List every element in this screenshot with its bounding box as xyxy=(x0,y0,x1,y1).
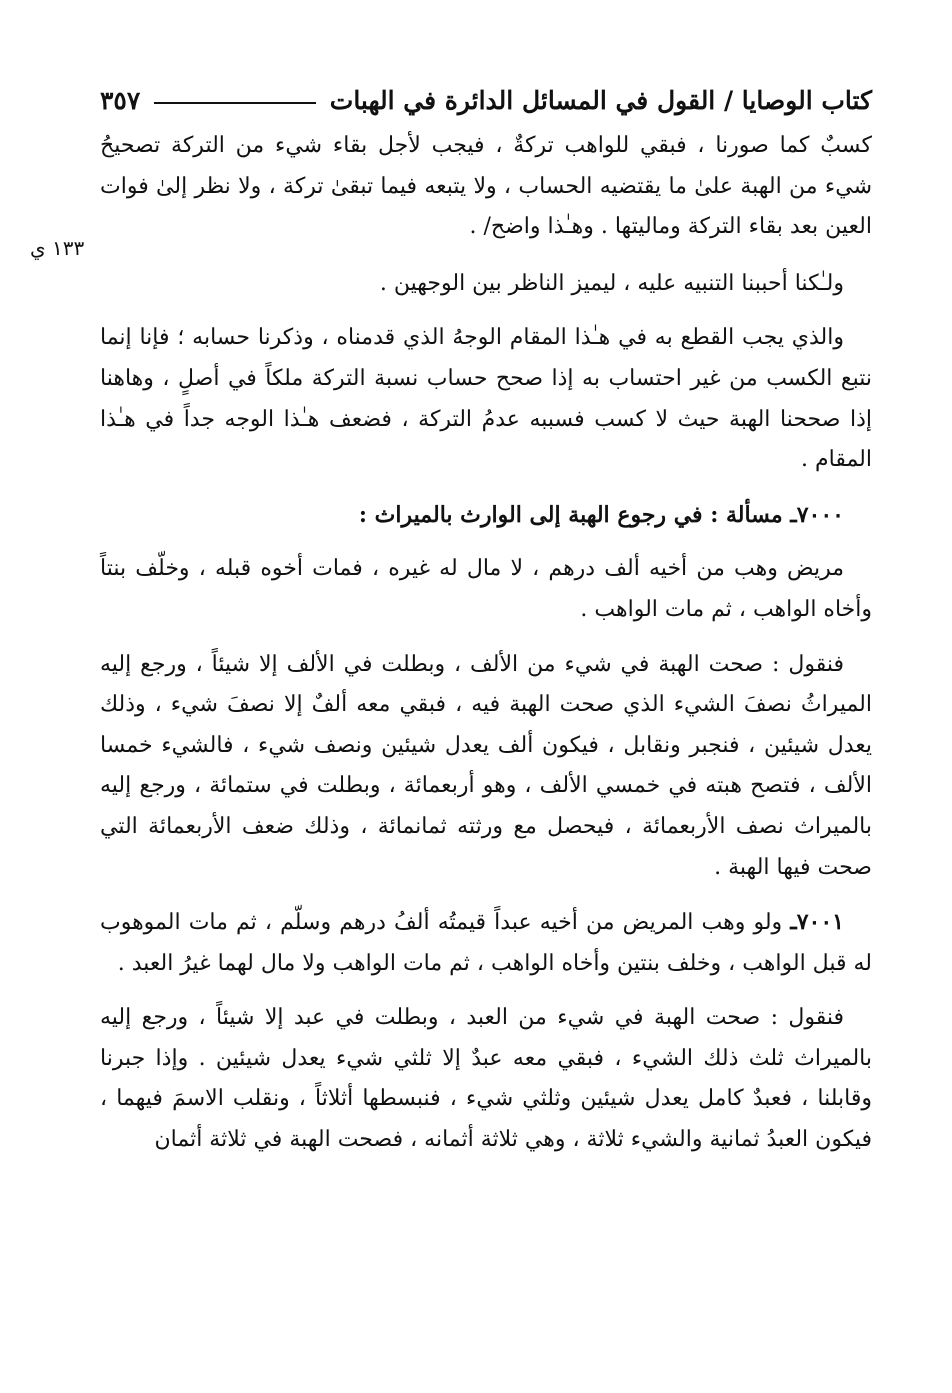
section-number: ٧٠٠١ـ xyxy=(790,909,844,936)
section-number: ٧٠٠٠ـ مسألة : xyxy=(710,501,844,528)
paragraph xyxy=(100,902,872,984)
running-header xyxy=(100,80,872,120)
section-title: في رجوع الهبة إلى الوارث بالميراث : xyxy=(358,501,703,528)
paragraph: فنقول : صحت الهبة في شيء من العبد ، وبطلت في عبد إلا شيئاً ، ورجع إليه بالميراث ثلث ذلك الشيء ، فبقي معه عبدٌ إلا ثلثي شيء يعدل شيئين . وإذا جبرنا وقابلنا ، فعبدٌ كامل يعدل شيئين وثلثي شيء ، فنبسطها أثلاثاً ، ونقلب الاسمَ فيهما ، فيكون العبدُ ثمانية والشيء ثلاثة ، وهي ثلاثة أثمانه ، فصحت الهبة في ثلاثة أثمان xyxy=(100,1005,872,1153)
paragraph: فنقول : صحت الهبة في شيء من الألف ، وبطلت في الألف إلا شيئاً ، ورجع إليه الميراثُ نصفَ الشيء الذي صحت الهبة فيه ، فبقي معه ألفٌ إلا نصفَ شيء ، وذلك يعدل شيئين ، فنجبر ونقابل ، فيكون ألف يعدل شيئين ونصف شيء ، فالشيء خمسا الألف ، فتصح هبته في خمسي الألف ، وهو أربعمائة ، وبطلت في ستمائة ، ورجع إليه بالميراث نصف الأربعمائة ، فيحصل مع ورثته ثمانمائة ، وذلك ضعف الأربعمائة التي صحت فيها الهبة . xyxy=(100,651,872,880)
paragraph: والذي يجب القطع به في هـٰذا المقام الوجهُ الذي قدمناه ، وذكرنا حسابه ؛ فإنا إنما نتبع الكسب من غير احتساب به إذا صحح حساب نسبة التركة ملكاً في أصلٍ ، وهاهنا إذا صححنا الهبة حيث لا كسب فسببه عدمُ التركة ، فضعف هـٰذا الوجه جداً في هـٰذا المقام . xyxy=(100,325,872,473)
header-rule xyxy=(154,102,315,104)
margin-note: ١٣٣ ي xyxy=(30,236,85,260)
section-heading xyxy=(100,495,872,536)
header-title: كتاب الوصايا / القول في المسائل الدائرة في الهبات xyxy=(329,85,872,115)
paragraph: ولـٰكنا أحببنا التنبيه عليه ، ليميز الناظر بين الوجهين . xyxy=(379,270,844,296)
paragraph-continuation: كسبٌ كما صورنا ، فبقي للواهب تركةٌ ، فيجب لأجل بقاء شيء من التركة تصحيحُ شيء من الهبة علىٰ ما يقتضيه الحساب ، ولا يتبعه فيما تبقىٰ تركة ، ولا نظر إلىٰ فوات العين بعد بقاء التركة وماليتها . وهـٰذا واضح/ . xyxy=(100,133,872,240)
paragraph-text: ولو وهب المريض من أخيه عبداً قيمتُه ألفُ درهم وسلّم ، ثم مات الموهوب له قبل الواهب ، وخلف بنتين وأخاه الواهب ، ثم مات الواهب ولا مال لهما غيرُ العبد . xyxy=(100,910,872,976)
paragraph: مريض وهب من أخيه ألف درهم ، لا مال له غيره ، فمات أخوه قبله ، وخلّف بنتاً وأخاه الواهب ، ثم مات الواهب . xyxy=(100,556,872,622)
page-number: ٣٥٧ xyxy=(100,85,141,115)
body-text xyxy=(100,126,872,1175)
